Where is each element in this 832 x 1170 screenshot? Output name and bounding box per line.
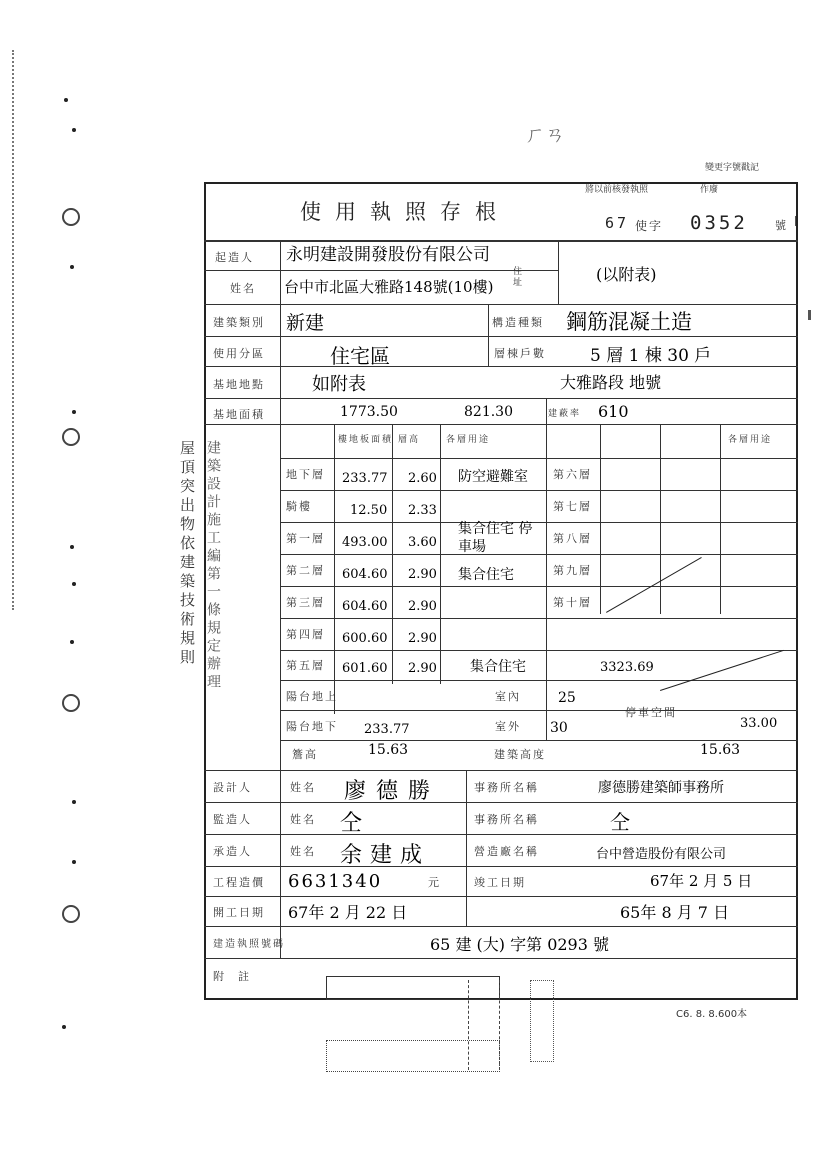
grid-line bbox=[600, 424, 601, 614]
floor-height-value: 2.60 bbox=[408, 471, 437, 486]
floor-height-header: 層高 bbox=[398, 435, 421, 445]
site-area-label: 基地面積 bbox=[213, 408, 265, 421]
contractor-name: 余建成 bbox=[340, 843, 431, 868]
floor-label: 第一層 bbox=[286, 532, 325, 545]
floor-label-right: 第八層 bbox=[553, 532, 592, 545]
contractor-label: 承造人 bbox=[213, 845, 252, 858]
floor-area-value: 233.77 bbox=[364, 722, 410, 737]
coverage-area: 821.30 bbox=[464, 404, 513, 420]
grid-line bbox=[204, 424, 798, 425]
grid-line bbox=[334, 424, 335, 714]
punch-hole bbox=[62, 208, 80, 226]
punch-hole bbox=[62, 428, 80, 446]
scan-speck bbox=[70, 545, 74, 549]
floor-area-value: 233.77 bbox=[342, 471, 388, 486]
floor-label: 第二層 bbox=[286, 564, 325, 577]
floor-label: 地下層 bbox=[286, 468, 325, 481]
floors-households: 5 層 1 棟 30 戶 bbox=[590, 346, 712, 366]
grid-line bbox=[204, 834, 798, 835]
builder-address-note: (以附表) bbox=[596, 265, 657, 284]
floor-height-value: 2.33 bbox=[408, 503, 437, 518]
builder-label: 起造人 bbox=[215, 251, 254, 264]
supervisor-office: 仝 bbox=[610, 810, 630, 834]
use-category-label: 使用分區 bbox=[213, 347, 265, 360]
coverage-ratio: 610 bbox=[598, 402, 629, 421]
permit-number-label: 建造執照號碼 bbox=[213, 939, 285, 950]
builder-address: 台中市北區大雅路148號(10樓) bbox=[284, 278, 494, 296]
grid-line bbox=[280, 740, 798, 741]
name-label: 姓名 bbox=[230, 282, 256, 295]
eave-height-label: 簷高 bbox=[292, 748, 318, 761]
floor-label: 陽台地下 bbox=[286, 720, 338, 733]
outdoor-label: 室外 bbox=[495, 720, 521, 733]
floor-use-value: 防空避難室 bbox=[458, 469, 528, 485]
pencil-mark: ㄏㄢ bbox=[525, 122, 565, 146]
floors-households-label: 層棟戶數 bbox=[494, 347, 546, 360]
floor-height-value: 2.90 bbox=[408, 631, 437, 646]
grid-line bbox=[440, 424, 441, 684]
floor-label: 第四層 bbox=[286, 628, 325, 641]
floor-label-right: 第九層 bbox=[553, 564, 592, 577]
grid-line bbox=[488, 304, 489, 366]
building-height-label: 建築高度 bbox=[494, 748, 546, 761]
eave-height: 15.63 bbox=[368, 742, 409, 758]
office-name-label: 事務所名稱 bbox=[474, 813, 539, 826]
floor-use-header-right: 各層用途 bbox=[728, 435, 773, 445]
remarks-label: 附註 bbox=[213, 970, 263, 983]
floor-area-value: 604.60 bbox=[342, 567, 388, 582]
grid-line bbox=[204, 770, 798, 771]
grid-line bbox=[204, 896, 798, 897]
name-label: 姓名 bbox=[290, 781, 316, 794]
outdoor-parking: 30 bbox=[550, 720, 568, 736]
grid-line bbox=[204, 958, 798, 959]
floor-area-value: 493.00 bbox=[342, 535, 388, 550]
doc-serial: 0352 bbox=[690, 212, 748, 234]
floor-label-right: 第七層 bbox=[553, 500, 592, 513]
floor-height-value: 2.90 bbox=[408, 567, 437, 582]
punch-hole bbox=[62, 905, 80, 923]
firm-name-label: 營造廠名稱 bbox=[474, 845, 539, 858]
use-category: 住宅區 bbox=[330, 344, 390, 368]
floor-label: 陽台地上 bbox=[286, 690, 338, 703]
coverage-label: 建蔽率 bbox=[548, 409, 582, 419]
grid-line bbox=[280, 710, 798, 711]
floor-label: 騎樓 bbox=[286, 500, 312, 513]
completion-date: 67年 2 月 5 日 bbox=[650, 872, 753, 890]
total-area-right: 3323.69 bbox=[600, 660, 654, 675]
site-location: 如附表 bbox=[312, 374, 366, 395]
grid-line bbox=[720, 424, 721, 614]
form-title: 使用執照存根 bbox=[300, 200, 510, 224]
floor-label: 第五層 bbox=[286, 659, 325, 672]
contractor-firm: 台中營造股份有限公司 bbox=[596, 847, 727, 862]
supervisor-name: 仝 bbox=[340, 811, 363, 836]
scan-speck bbox=[64, 98, 68, 102]
grid-line bbox=[558, 240, 559, 304]
floor-height-value: 2.90 bbox=[408, 599, 437, 614]
scan-speck bbox=[72, 860, 76, 864]
doc-prefix: 67 bbox=[605, 214, 630, 232]
grid-line bbox=[280, 618, 798, 619]
grid-line bbox=[204, 866, 798, 867]
building-category-label: 建築類別 bbox=[213, 316, 265, 329]
construction-cost-label: 工程造價 bbox=[213, 876, 265, 889]
grid-line bbox=[466, 770, 467, 926]
grid-line bbox=[204, 304, 798, 305]
building-category: 新建 bbox=[286, 312, 325, 334]
grid-line bbox=[280, 650, 798, 651]
designer-label: 設計人 bbox=[213, 781, 252, 794]
scan-speck bbox=[70, 640, 74, 644]
start-date-right: 65年 8 月 7 日 bbox=[620, 903, 730, 922]
building-height: 15.63 bbox=[700, 742, 741, 758]
remarks-box bbox=[326, 1040, 500, 1072]
grid-line bbox=[280, 240, 281, 958]
cost-unit: 元 bbox=[428, 876, 441, 889]
indoor-parking: 25 bbox=[558, 690, 576, 706]
floor-area-value: 601.60 bbox=[342, 661, 388, 676]
floor-use-value: 集合住宅 bbox=[470, 659, 526, 675]
site-location-right: 大雅路段 地號 bbox=[560, 373, 662, 392]
start-date: 67年 2 月 22 日 bbox=[288, 903, 408, 922]
completion-date-label: 竣工日期 bbox=[474, 876, 526, 889]
doc-suffix: 號 bbox=[775, 219, 788, 232]
site-location-label: 基地地點 bbox=[213, 378, 265, 391]
scan-speck bbox=[72, 582, 76, 586]
parking-label: 停車空間 bbox=[625, 706, 677, 719]
grid-line bbox=[204, 398, 798, 399]
side-note-left: 屋頂突出物依建築技術規則 bbox=[178, 440, 196, 668]
header-stamp-line: 作廢 bbox=[700, 185, 719, 195]
floor-use-value: 集合住宅 bbox=[458, 567, 514, 583]
floor-height-value: 2.90 bbox=[408, 661, 437, 676]
footer-code: C6. 8. 8.600本 bbox=[676, 1009, 748, 1020]
structure-type: 鋼筋混凝土造 bbox=[566, 310, 692, 334]
floor-area-value: 604.60 bbox=[342, 599, 388, 614]
site-area: 1773.50 bbox=[340, 404, 398, 420]
start-date-label: 開工日期 bbox=[213, 906, 265, 919]
floor-area-value: 600.60 bbox=[342, 631, 388, 646]
floor-height-value: 3.60 bbox=[408, 535, 437, 550]
name-label: 姓名 bbox=[290, 845, 316, 858]
header-stamp-line: 變更字號戳記 bbox=[705, 163, 760, 173]
scan-speck bbox=[72, 410, 76, 414]
structure-type-label: 構造種類 bbox=[492, 316, 544, 329]
grid-line bbox=[204, 336, 798, 337]
grid-line bbox=[660, 424, 661, 614]
scan-speck bbox=[62, 1025, 66, 1029]
grid-line bbox=[204, 366, 798, 367]
punch-hole bbox=[62, 694, 80, 712]
floor-label-right: 第十層 bbox=[553, 596, 592, 609]
header-stamp-line: 將以前核發執照 bbox=[585, 185, 649, 195]
name-label: 姓名 bbox=[290, 813, 316, 826]
office-name-label: 事務所名稱 bbox=[474, 781, 539, 794]
designer-office: 廖德勝建築師事務所 bbox=[598, 780, 724, 796]
grid-line bbox=[204, 926, 798, 927]
address-label: 住址 bbox=[511, 266, 521, 288]
scan-speck bbox=[72, 128, 76, 132]
designer-name: 廖德勝 bbox=[344, 779, 441, 804]
floor-use-value: 集合住宅 停車場 bbox=[458, 521, 533, 555]
permit-number: 65 建 (大) 字第 0293 號 bbox=[430, 935, 609, 954]
scan-speck bbox=[72, 800, 76, 804]
scan-mark bbox=[808, 310, 811, 320]
grid-line bbox=[392, 424, 393, 684]
construction-cost: 6631340 bbox=[288, 871, 383, 892]
grid-line bbox=[280, 680, 798, 681]
supervisor-label: 監造人 bbox=[213, 813, 252, 826]
indoor-label: 室內 bbox=[495, 690, 521, 703]
grid-line bbox=[546, 398, 547, 740]
floor-label-right: 第六層 bbox=[553, 468, 592, 481]
floor-area-value: 12.50 bbox=[350, 503, 388, 518]
scan-speck bbox=[70, 265, 74, 269]
doc-char: 使字 bbox=[635, 219, 664, 233]
floor-label: 第三層 bbox=[286, 596, 325, 609]
parking-total: 33.00 bbox=[740, 716, 778, 731]
builder-name: 永明建設開發股份有限公司 bbox=[286, 245, 490, 265]
binding-edge bbox=[12, 50, 24, 610]
floor-use-header: 各層用途 bbox=[446, 435, 491, 445]
remarks-box bbox=[530, 980, 554, 1062]
side-note-right: 建築設計施工編第一條規定辦理 bbox=[205, 440, 221, 692]
grid-line bbox=[204, 802, 798, 803]
grid-line bbox=[204, 270, 558, 271]
floor-area-header: 樓地板面積 bbox=[338, 435, 394, 445]
